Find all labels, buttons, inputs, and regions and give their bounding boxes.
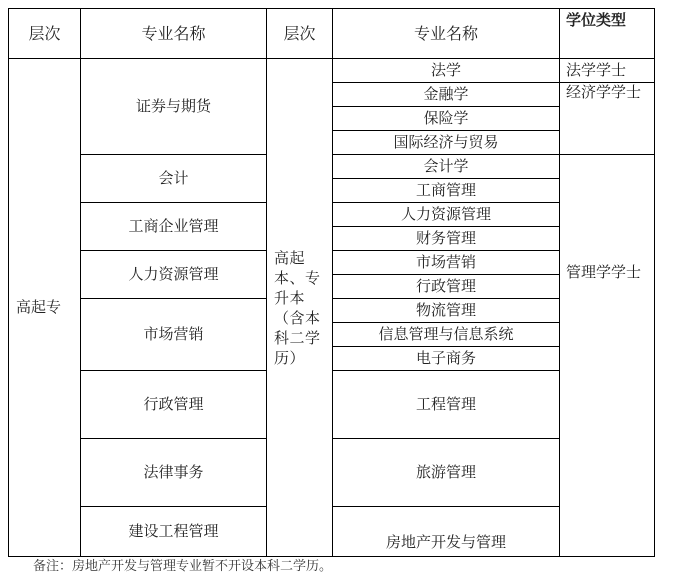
left-major-cell: 工商企业管理 bbox=[81, 203, 267, 251]
right-major-cell: 工程管理 bbox=[333, 371, 560, 439]
majors-table bbox=[8, 8, 655, 557]
right-major-cell: 电子商务 bbox=[333, 347, 560, 371]
left-major-cell: 建设工程管理 bbox=[81, 507, 267, 557]
header-degree-type: 学位类型 bbox=[560, 9, 655, 59]
right-major-cell: 物流管理 bbox=[333, 299, 560, 323]
left-major-cell: 会计 bbox=[81, 155, 267, 203]
degree-type-law: 法学学士 bbox=[560, 59, 655, 83]
header-major-2: 专业名称 bbox=[333, 9, 560, 59]
degree-type-economics: 经济学学士 bbox=[560, 83, 655, 155]
header-major: 专业名称 bbox=[81, 9, 267, 59]
footnote: 备注：房地产开发与管理专业暂不开设本科二学历。 bbox=[33, 559, 333, 574]
left-major-cell: 法律事务 bbox=[81, 439, 267, 507]
right-major-cell: 行政管理 bbox=[333, 275, 560, 299]
right-major-cell: 人力资源管理 bbox=[333, 203, 560, 227]
right-major-cell: 信息管理与信息系统 bbox=[333, 323, 560, 347]
header-level-2: 层次 bbox=[267, 9, 333, 59]
level-gaoqizhuan: 高起专 bbox=[9, 59, 81, 557]
right-major-cell: 工商管理 bbox=[333, 179, 560, 203]
right-major-cell: 旅游管理 bbox=[333, 439, 560, 507]
right-major-cell: 财务管理 bbox=[333, 227, 560, 251]
left-major-cell: 证券与期货 bbox=[81, 59, 267, 155]
right-major-cell: 保险学 bbox=[333, 107, 560, 131]
left-major-cell: 行政管理 bbox=[81, 371, 267, 439]
header-level: 层次 bbox=[9, 9, 81, 59]
left-major-cell: 市场营销 bbox=[81, 299, 267, 371]
right-major-cell: 金融学 bbox=[333, 83, 560, 107]
right-major-cell: 会计学 bbox=[333, 155, 560, 179]
right-major-cell: 房地产开发与管理 bbox=[333, 507, 560, 557]
left-major-cell: 人力资源管理 bbox=[81, 251, 267, 299]
right-major-cell: 市场营销 bbox=[333, 251, 560, 275]
right-major-cell: 法学 bbox=[333, 59, 560, 83]
level-gaoqiben-zhuanshengben: 高起本、专升本（含本科二学历） bbox=[267, 59, 333, 557]
right-major-cell: 国际经济与贸易 bbox=[333, 131, 560, 155]
degree-type-management: 管理学学士 bbox=[560, 155, 655, 557]
